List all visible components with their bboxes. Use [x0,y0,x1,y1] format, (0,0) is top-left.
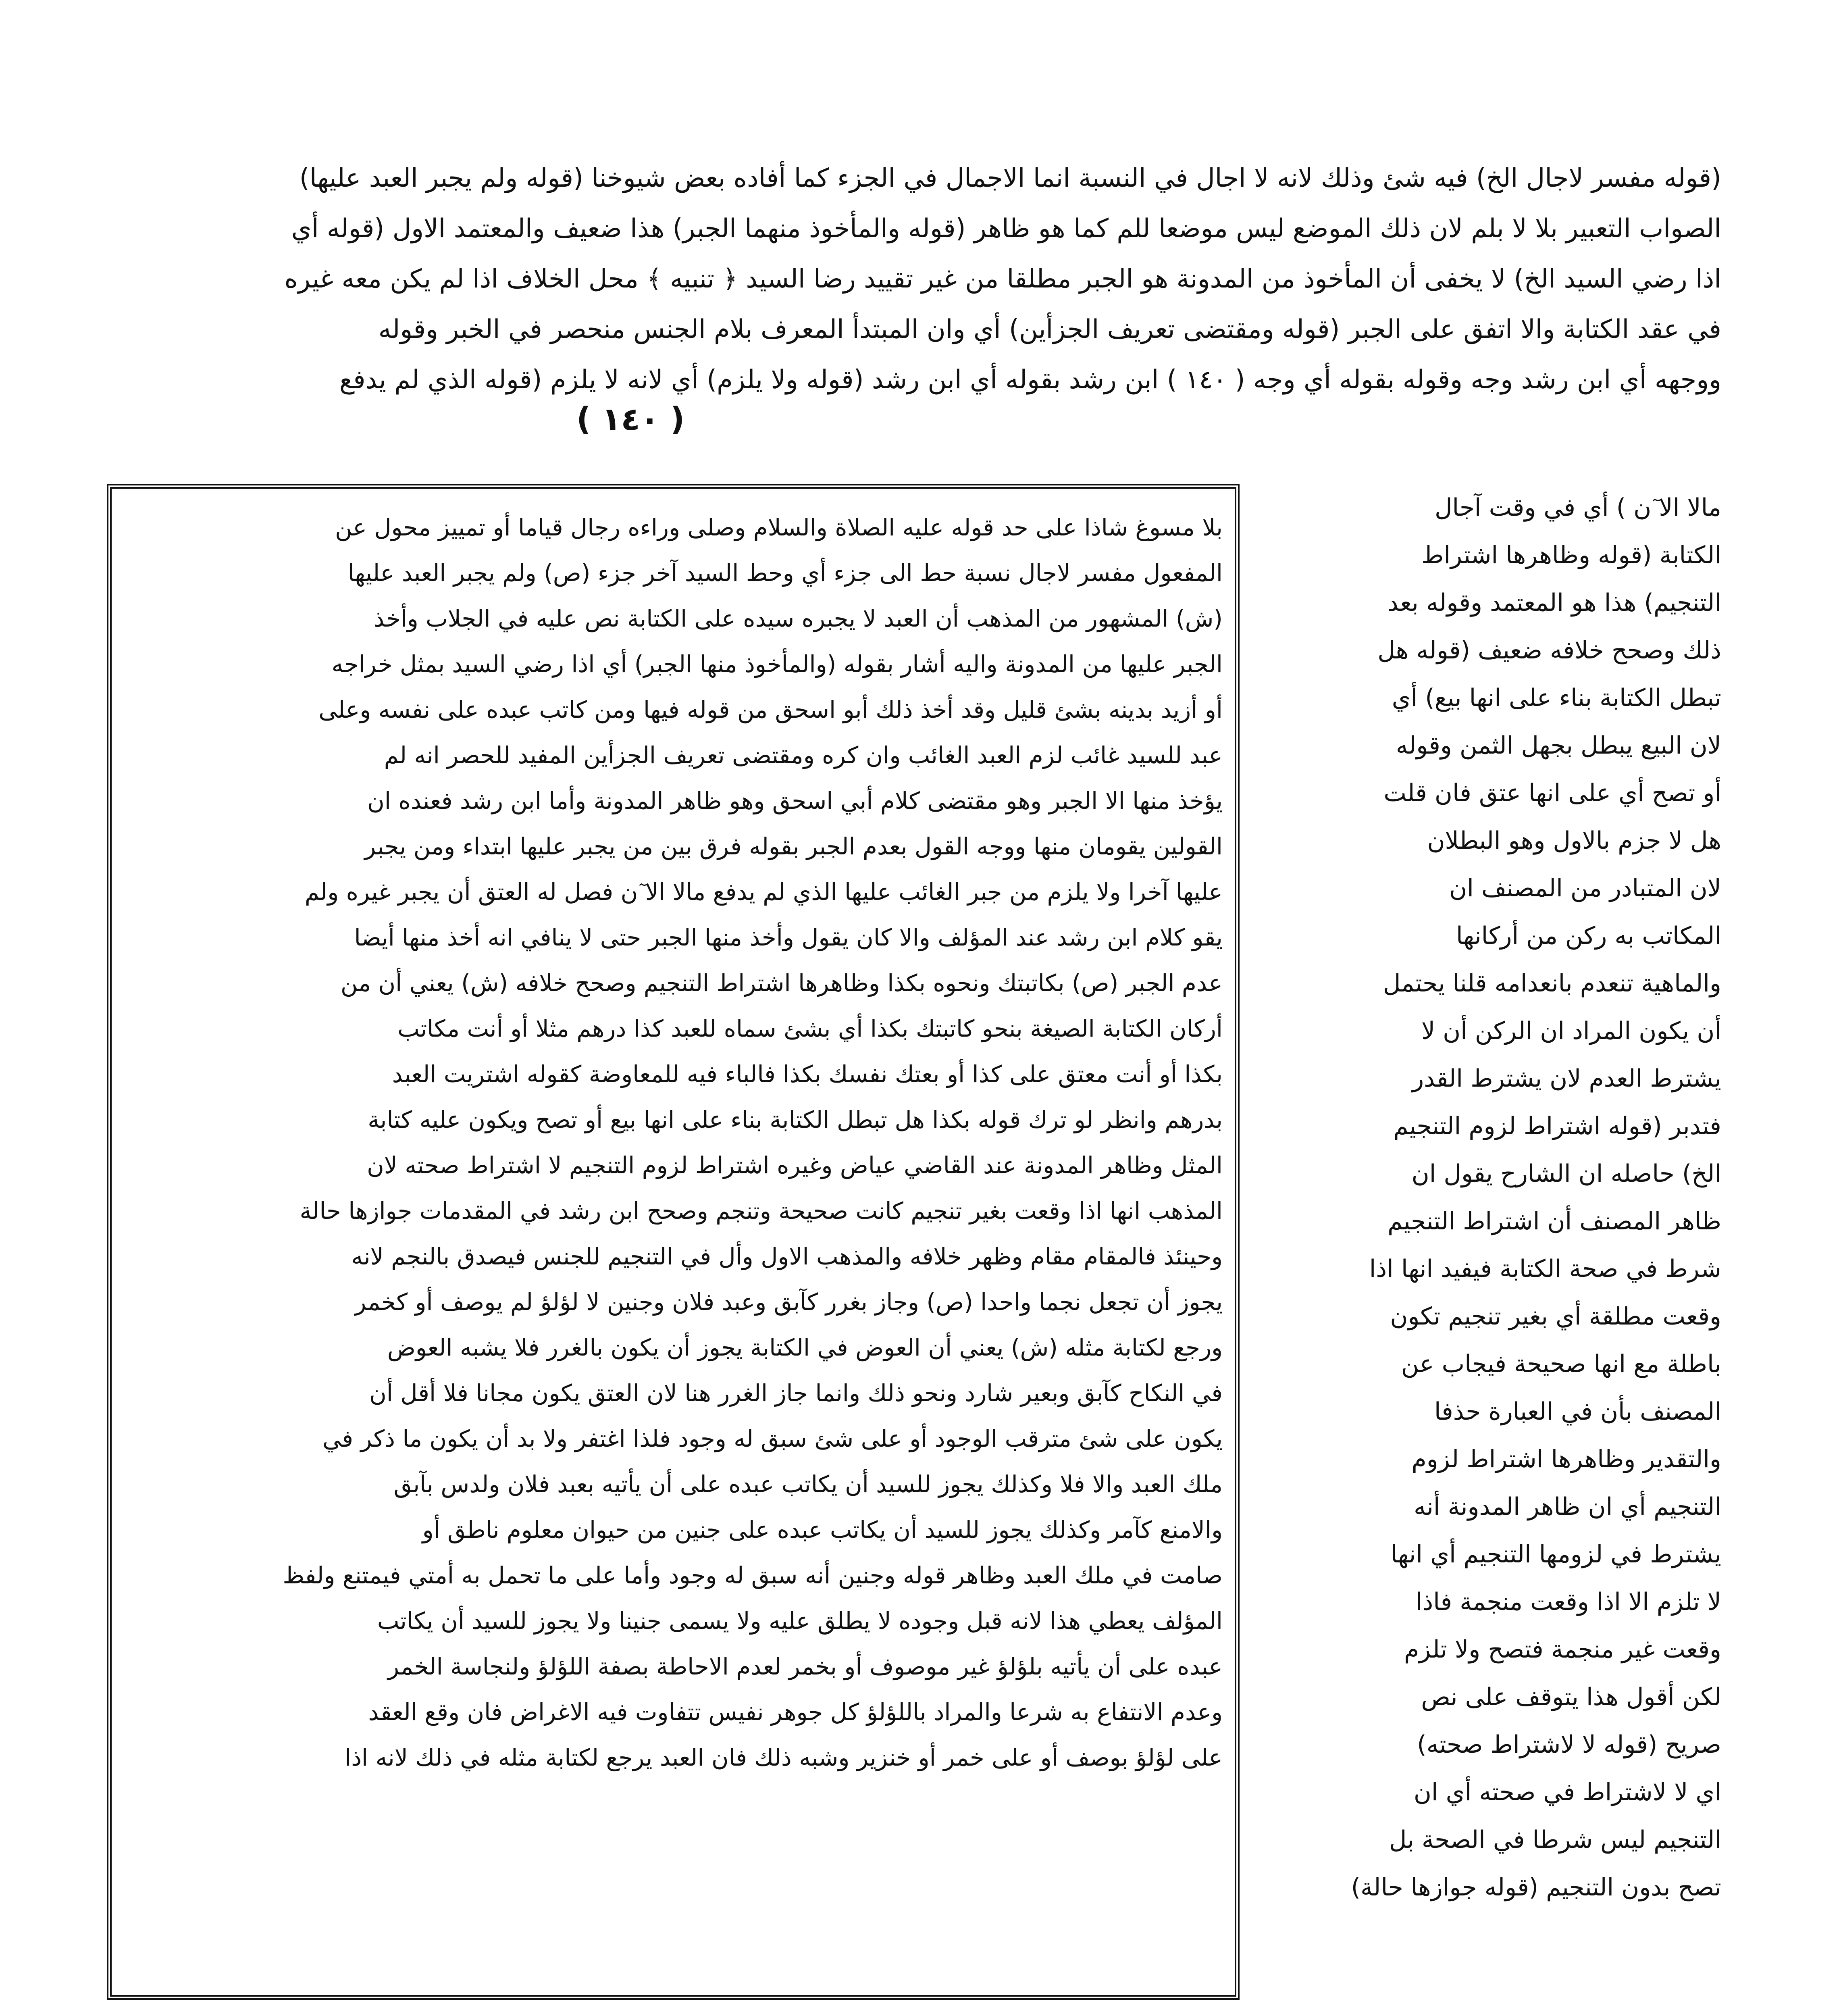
main-text-line: المؤلف يعطي هذا لانه قبل وجوده لا يطلق عليه ولا يسمى جنينا ولا يجوز للسيد أن يكاتب [377,1607,1223,1635]
main-text-line: في النكاح كآبق وبعير شارد ونحو ذلك وانما جاز الغرر هنا لان العتق يكون مجانا فلا أقل أن [369,1379,1223,1407]
main-text-line: بلا مسوغ شاذا على حد قوله عليه الصلاة والسلام وصلى وراءه رجال قياما أو تمييز محول عن [335,514,1223,541]
top-commentary-line: (قوله مفسر لاجال الخ) فيه شئ وذلك لانه لا اجال في النسبة انما الاجمال في الجزء كما أفاده بعض شيوخنا (قوله ولم يجبر العبد عليها) [299,163,1721,193]
main-text-line: المثل وظاهر المدونة عند القاضي عياض وغيره اشتراط لزوم التنجيم لا اشتراط صحته لان [367,1152,1223,1179]
main-text-frame [107,484,1240,2000]
side-commentary-line: لكن أقول هذا يتوقف على نص [1421,1683,1721,1711]
side-commentary-line: الخ) حاصله ان الشارح يقول ان [1411,1160,1721,1188]
top-commentary [109,153,1721,405]
main-text-line: المفعول مفسر لاجال نسبة حط الى جزء أي وحط السيد آخر جزء (ص) ولم يجبر العبد عليها [347,559,1223,587]
side-commentary-line: مالا الا ٓن ) أي في وقت آجال [1434,494,1721,522]
main-text-line: القولين يقومان منها ووجه القول بعدم الجبر بقوله فرق بين من يجبر عليها ابتداء ومن يجبر [364,833,1223,860]
main-text-line: بدرهم وانظر لو ترك قوله بكذا هل تبطل الكتابة بناء على انها بيع أو تصح ويكون عليه كتابة [368,1106,1223,1133]
side-commentary-line: يشترط العدم لان يشترط القدر [1412,1064,1721,1093]
main-text-line: يقو كلام ابن رشد عند المؤلف والا كان يقول وأخذ منها الجبر حتى لا ينافي انه أخذ منها أيضا [354,924,1223,951]
main-text [124,505,1223,1781]
main-text-line: وعدم الانتفاع به شرعا والمراد باللؤلؤ كل جوهر نفيس تتفاوت فيه الاغراض فان وقع العقد [368,1698,1223,1726]
main-text-line: ورجع لكتابة مثله (ش) يعني أن العوض في الكتابة يجوز أن يكون بالغرر فلا يشبه العوض [387,1334,1223,1361]
top-commentary-line: في عقد الكتابة والا اتفق على الجبر (قوله ومقتضى تعريف الجزأين) أي وان المبتدأ المعرف بلام الجنس منحصر في الخبر وقوله [378,314,1721,344]
side-commentary-line: ذلك وصحح خلافه ضعيف (قوله هل [1377,636,1721,664]
side-commentary-line: المكاتب به ركن من أركانها [1456,922,1721,950]
main-text-line: ملك العبد والا فلا وكذلك يجوز للسيد أن يكاتب عبده على أن يأتيه بعبد فلان ولدس بآبق [393,1470,1223,1498]
main-text-line: يكون على شئ مترقب الوجود أو على شئ سبق له وجود فلذا اغتفر ولا بد أن يكون ما ذكر في [322,1425,1223,1452]
side-commentary-line: شرط في صحة الكتابة فيفيد انها اذا [1369,1255,1721,1283]
page-number: ( ١٤٠ ) [576,401,685,437]
side-commentary-line: الكتابة (قوله وظاهرها اشتراط [1421,541,1721,569]
side-commentary-line: وقعت غير منجمة فتصح ولا تلزم [1404,1635,1721,1664]
main-text-line: على لؤلؤ بوصف أو على خمر أو خنزير وشبه ذلك فان العبد يرجع لكتابة مثله في ذلك لانه اذا [345,1744,1223,1771]
main-text-line: أركان الكتابة الصيغة بنحو كاتبتك بكذا أي بشئ سماه للعبد كذا درهم مثلا أو أنت مكاتب [397,1015,1223,1042]
main-text-line: المذهب انها اذا وقعت بغير تنجيم كانت صحيحة وتنجم وصحح ابن رشد في المقدمات جوازها حالة [300,1197,1223,1225]
top-commentary-line: الصواب التعبير بلا لا بلم لان ذلك الموضع ليس موضعا للم كما هو ظاهر (قوله والمأخوذ منهما الجبر) هذا ضعيف والمعتمد الاول (قوله أي [291,214,1721,244]
main-text-line: عليها آخرا ولا يلزم من جبر الغائب عليها الذي لم يدفع مالا الا ٓن فصل له العتق أن يجبر غيره ولم [304,878,1223,906]
side-commentary-line: اي لا لاشتراط في صحته أي ان [1413,1778,1721,1806]
main-text-line: عدم الجبر (ص) بكاتبتك ونحوه بكذا وظاهرها اشتراط التنجيم وصحح خلافه (ش) يعني أن من [340,969,1223,997]
main-text-line: يجوز أن تجعل نجما واحدا (ص) وجاز بغرر كآبق وعبد فلان وجنين لا لؤلؤ لم يوصف أو كخمر [355,1288,1223,1316]
side-commentary-line: يشترط في لزومها التنجيم أي انها [1390,1540,1721,1568]
side-commentary-line: وقعت مطلقة أي بغير تنجيم تكون [1390,1302,1721,1331]
main-text-line: أو أزيد بدينه بشئ قليل وقد أخذ ذلك أبو اسحق من قوله فيها ومن كاتب عبده على نفسه وعلى [318,696,1223,723]
main-text-line: وحينئذ فالمقام مقام وظهر خلافه والمذهب الاول وأل في التنجيم للجنس فيصدق بالنجم لانه [351,1243,1223,1270]
side-commentary-line: لا تلزم الا اذا وقعت منجمة فاذا [1415,1588,1721,1616]
side-commentary-line: باطلة مع انها صحيحة فيجاب عن [1401,1350,1721,1378]
main-text-line: عبد للسيد غائب لزم العبد الغائب وان كره ومقتضى تعريف الجزأين المفيد للحصر انه لم [384,741,1223,769]
main-text-line: بكذا أو أنت معتق على كذا أو بعتك نفسك بكذا فالباء فيه للمعاوضة كقوله اشتريت العبد [392,1060,1223,1088]
side-commentary-line: أن يكون المراد ان الركن أن لا [1421,1017,1721,1045]
side-commentary-line: التنجيم ليس شرطا في الصحة بل [1389,1826,1721,1854]
side-commentary-column [1258,484,1721,1911]
side-commentary-line: ظاهر المصنف أن اشتراط التنجيم [1388,1207,1721,1235]
main-text-line: عبده على أن يأتيه بلؤلؤ غير موصوف أو بخمر لعدم الاحاطة بصفة اللؤلؤ ولنجاسة الخمر [387,1653,1223,1680]
side-commentary-line: المصنف بأن في العبارة حذفا [1434,1397,1721,1426]
top-commentary-line: اذا رضي السيد الخ) لا يخفى أن المأخوذ من المدونة هو الجبر مطلقا من غير تقييد رضا السيد ﴿ تنبيه ﴾ محل الخلاف اذا لم يكن معه غيره [284,264,1721,294]
main-text-line: الجبر عليها من المدونة واليه أشار بقوله (والمأخوذ منها الجبر) أي اذا رضي السيد بمثل خراجه [331,650,1223,678]
side-commentary-line: والماهية تنعدم بانعدامه قلنا يحتمل [1383,969,1721,998]
side-commentary-line: التنجيم أي ان ظاهر المدونة أنه [1414,1493,1721,1521]
main-text-line: (ش) المشهور من المذهب أن العبد لا يجبره سيده على الكتابة نص عليه في الجلاب وأخذ [374,605,1223,632]
side-commentary-line: لان البيع يبطل بجهل الثمن وقوله [1396,731,1721,760]
side-commentary-line: تصح بدون التنجيم (قوله جوازها حالة) [1351,1873,1721,1901]
side-commentary-line: تبطل الكتابة بناء على انها بيع) أي [1392,684,1721,712]
main-text-line: صامت في ملك العبد وظاهر قوله وجنين أنه سبق له وجود وأما على ما تحمل به أمتي فيمتنع ولفظ [283,1562,1223,1589]
side-commentary-line: فتدبر (قوله اشتراط لزوم التنجيم [1393,1112,1721,1140]
side-commentary-line: أو تصح أي على انها عتق فان قلت [1383,779,1721,807]
main-text-line: والامنع كآمر وكذلك يجوز للسيد أن يكاتب عبده على جنين من حيوان معلوم ناطق أو [422,1516,1223,1543]
side-commentary-line: لان المتبادر من المصنف ان [1449,874,1721,902]
side-commentary-line: صريح (قوله لا لاشتراط صحته) [1417,1731,1721,1759]
top-commentary-line: ووجهه أي ابن رشد وجه وقوله بقوله أي وجه ( ١٤٠ ) ابن رشد بقوله أي ابن رشد (قوله ولا يلزم) أي لانه لا يلزم (قوله الذي لم يدفع [339,365,1721,395]
main-text-line: يؤخذ منها الا الجبر وهو مقتضى كلام أبي اسحق وهو ظاهر المدونة وأما ابن رشد فعنده ان [367,787,1223,814]
side-commentary-line: والتقدير وظاهرها اشتراط لزوم [1411,1445,1721,1473]
side-commentary-line: التنجيم) هذا هو المعتمد وقوله بعد [1387,589,1721,617]
side-commentary-line: هل لا جزم بالاول وهو البطلان [1427,827,1721,855]
